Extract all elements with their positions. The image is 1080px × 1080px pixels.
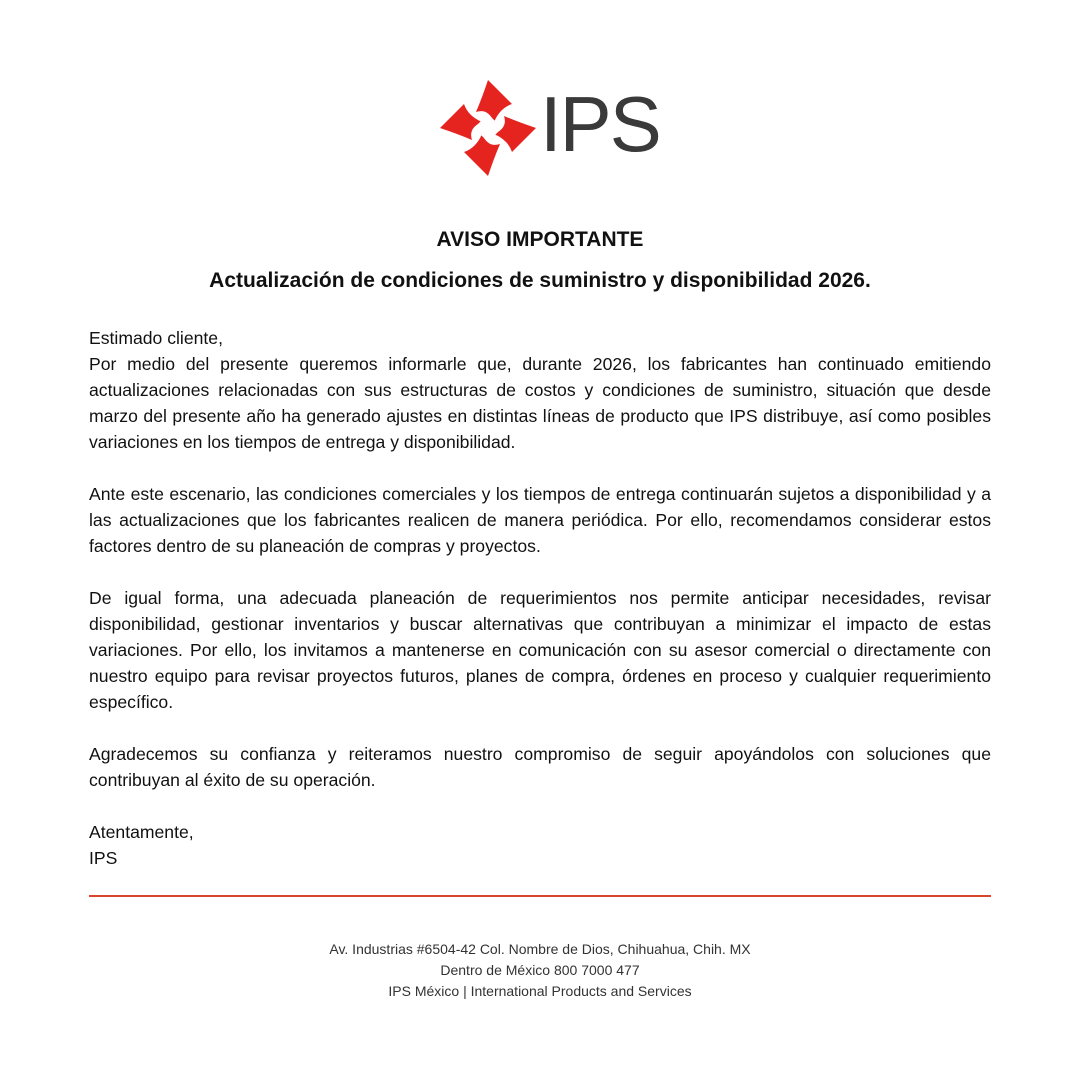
footer <box>0 939 1080 1002</box>
ips-diamond-logo-icon <box>438 78 538 178</box>
logo-wordmark: IPS <box>540 80 660 168</box>
footer-company: IPS México | International Products and Services <box>388 983 692 999</box>
signature: IPS <box>89 848 118 868</box>
page-title: AVISO IMPORTANTE <box>436 228 644 251</box>
page-subtitle: Actualización de condiciones de suministro y disponibilidad 2026. <box>209 269 871 292</box>
closing: Atentamente, <box>89 822 194 842</box>
paragraph-4: Agradecemos su confianza y reiteramos nuestro compromiso de seguir apoyándolos con soluciones que contribuyan al éxito de su operación. <box>89 744 991 790</box>
letter-body <box>89 325 991 871</box>
ips-logo <box>438 78 660 178</box>
footer-divider <box>89 895 991 897</box>
paragraph-1: Por medio del presente queremos informarle que, durante 2026, los fabricantes han continuado emitiendo actualizaciones relacionadas con sus estructuras de costos y condiciones de suministro, situación que desde marzo del presente año ha generado ajustes en distintas líneas de producto que IPS distribuye, así como posibles variaciones en los tiempos de entrega y disponibilidad. <box>89 354 991 452</box>
greeting: Estimado cliente, <box>89 328 223 348</box>
footer-phone: Dentro de México 800 7000 477 <box>440 962 640 978</box>
paragraph-2: Ante este escenario, las condiciones comerciales y los tiempos de entrega continuarán sujetos a disponibilidad y a las actualizaciones que los fabricantes realicen de manera periódica. Por ello, recomendamos considerar estos factores dentro de su planeación de compras y proyectos. <box>89 484 991 556</box>
footer-address: Av. Industrias #6504-42 Col. Nombre de Dios, Chihuahua, Chih. MX <box>329 941 751 957</box>
paragraph-3: De igual forma, una adecuada planeación de requerimientos nos permite anticipar necesidades, revisar disponibilidad, gestionar inventarios y buscar alternativas que contribuyan a minimizar el impacto de estas variaciones. Por ello, los invitamos a mantenerse en comunicación con su asesor comercial o directamente con nuestro equipo para revisar proyectos futuros, planes de compra, órdenes en proceso y cualquier requerimiento específico. <box>89 588 991 712</box>
